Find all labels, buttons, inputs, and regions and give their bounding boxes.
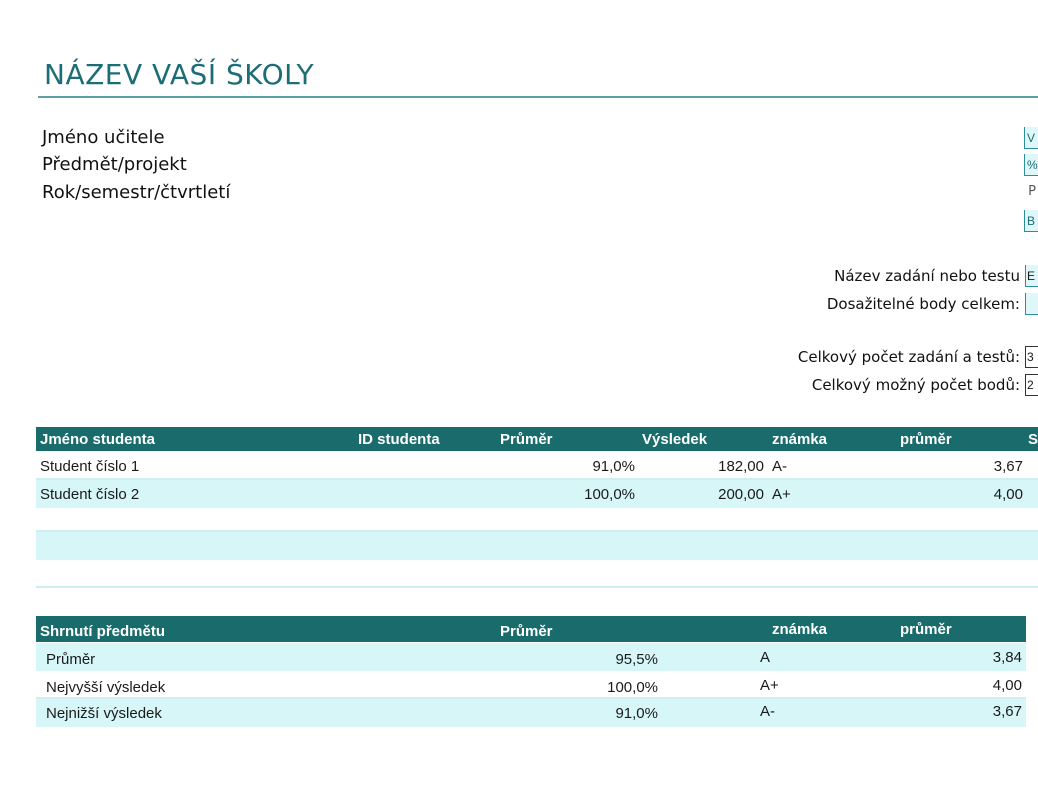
summary-label: Nejnižší výsledek xyxy=(46,705,162,722)
table-row[interactable] xyxy=(36,480,1038,508)
achievable-points-input[interactable] xyxy=(1025,293,1038,315)
table-row[interactable] xyxy=(36,560,1038,588)
table-row[interactable] xyxy=(36,532,1038,560)
col-score: Výsledek xyxy=(642,431,708,448)
summary-row[interactable] xyxy=(36,671,1026,699)
student-gpa: 4,00 xyxy=(993,486,1023,503)
summary-grade: A xyxy=(760,649,771,666)
achievable-points-label: Dosažitelné body celkem: xyxy=(826,295,1020,313)
summary-row[interactable] xyxy=(36,699,1026,727)
student-score: 200,00 xyxy=(718,486,764,503)
student-name: Student číslo 2 xyxy=(40,486,140,503)
side-cell-4[interactable]: B xyxy=(1024,210,1038,232)
student-gpa: 3,67 xyxy=(993,458,1023,475)
summary-grade: A+ xyxy=(760,677,779,694)
total-possible-points-label: Celkový možný počet bodů: xyxy=(811,376,1020,394)
student-average: 91,0% xyxy=(592,458,635,475)
col-summary-gpa: průměr xyxy=(900,621,952,638)
col-student-name: Jméno studenta xyxy=(40,431,156,448)
summary-table-header xyxy=(36,616,1026,642)
col-summary-grade: známka xyxy=(772,621,828,638)
student-score: 182,00 xyxy=(718,458,764,475)
total-assignments-value: 3 xyxy=(1025,346,1038,368)
table-row[interactable] xyxy=(36,508,1038,532)
title-divider xyxy=(38,96,1038,98)
side-cell-3: P xyxy=(1028,184,1036,199)
subject-label: Předmět/projekt xyxy=(42,154,187,175)
teacher-name-label: Jméno učitele xyxy=(42,127,165,148)
term-label: Rok/semestr/čtvrtletí xyxy=(42,182,231,203)
total-assignments-label: Celkový počet zadání a testů: xyxy=(797,348,1020,366)
col-gpa: průměr xyxy=(900,431,952,448)
summary-average: 95,5% xyxy=(615,651,658,668)
assignment-name-label: Název zadání nebo testu xyxy=(834,267,1020,285)
total-possible-points-value: 2 xyxy=(1025,374,1038,396)
summary-grade: A- xyxy=(760,703,775,720)
summary-gpa: 4,00 xyxy=(992,677,1022,694)
summary-gpa: 3,67 xyxy=(992,703,1022,720)
col-summary-average: Průměr xyxy=(500,623,553,640)
summary-average: 100,0% xyxy=(607,679,658,696)
side-cell-1[interactable]: V xyxy=(1024,127,1038,149)
school-name-title: NÁZEV VAŠÍ ŠKOLY xyxy=(44,58,315,91)
student-average: 100,0% xyxy=(584,486,635,503)
summary-row[interactable] xyxy=(36,643,1026,671)
summary-label: Nejvyšší výsledek xyxy=(46,679,166,696)
summary-gpa: 3,84 xyxy=(992,649,1022,666)
col-average: Průměr xyxy=(500,431,553,448)
col-summary: Shrnutí předmětu xyxy=(40,623,166,640)
summary-label: Průměr xyxy=(46,651,96,668)
student-grade: A- xyxy=(772,458,787,475)
students-table-header xyxy=(36,427,1038,451)
student-name: Student číslo 1 xyxy=(40,458,140,475)
table-row[interactable] xyxy=(36,452,1038,480)
assignment-name-input[interactable]: E xyxy=(1025,265,1038,287)
col-grade: známka xyxy=(772,431,828,448)
summary-average: 91,0% xyxy=(615,705,658,722)
col-student-id: ID studenta xyxy=(358,431,440,448)
student-grade: A+ xyxy=(772,486,791,503)
side-cell-2[interactable]: % xyxy=(1024,154,1038,176)
col-cut: S xyxy=(1028,431,1038,448)
